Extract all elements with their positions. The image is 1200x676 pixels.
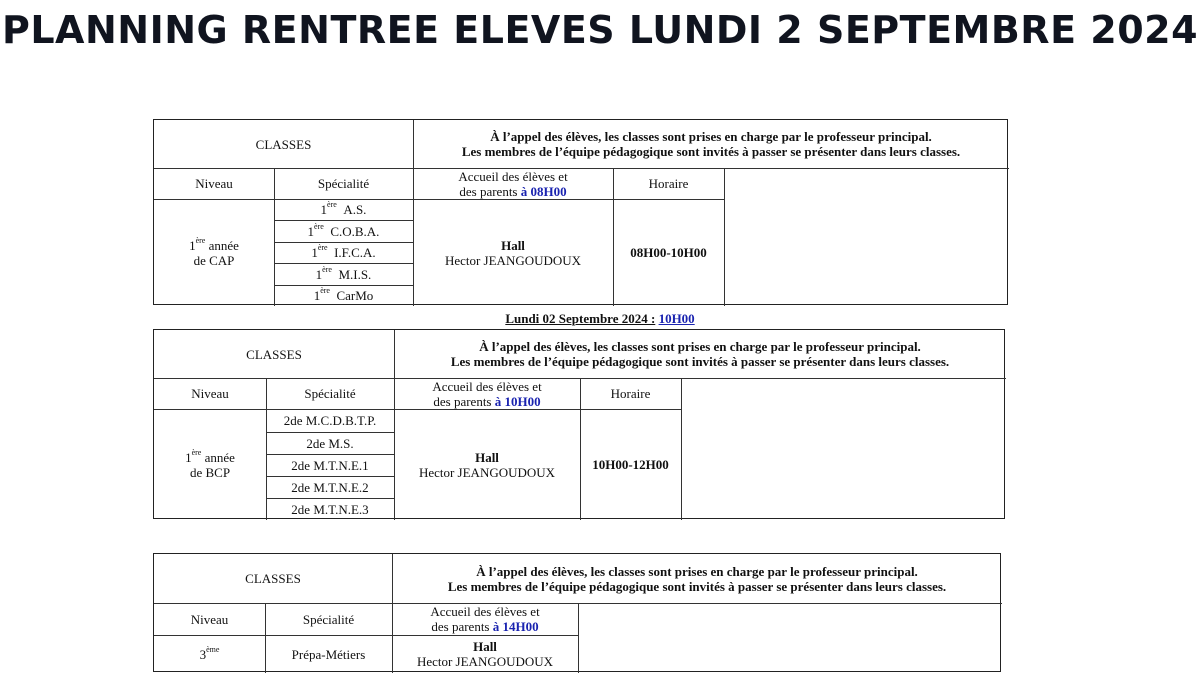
specialite-item: 2de M.C.D.B.T.P. xyxy=(283,413,377,428)
accueil-time: à 14H00 xyxy=(492,619,539,634)
classes-header: CLASSES xyxy=(246,346,302,362)
horaire-cell: 08H00-10H00 xyxy=(630,245,707,260)
page-title: PLANNING RENTREE ELEVES LUNDI 2 SEPTEMBRE 2024 xyxy=(1,8,1199,52)
niveau-cell: 1ère année de BCP xyxy=(185,447,235,480)
instructions-header: À l’appel des élèves, les classes sont prises en charge par le professeur principal. Les membres de l’équipe pédagogique sont invités à passer se présenter dans leurs classes. xyxy=(447,563,947,594)
instructions-line-2: Les membres de l’équipe pédagogique sont invités à passer se présenter dans leurs classes. xyxy=(461,144,961,159)
instructions-header: À l’appel des élèves, les classes sont prises en charge par le professeur principal. Les membres de l’équipe pédagogique sont invités à passer se présenter dans leurs classes. xyxy=(450,339,950,369)
niveau-header: Niveau xyxy=(195,176,233,191)
hall-cell: Hall Hector JEANGOUDOUX xyxy=(418,449,556,480)
specialite-item: 1ère M.I.S. xyxy=(315,264,372,282)
specialite-item: 2de M.T.N.E.1 xyxy=(291,457,369,473)
specialite-item: 1ère CarMo xyxy=(313,286,374,303)
niveau-cell: 3ème xyxy=(199,644,220,662)
schedule-table-prepa xyxy=(153,553,1001,672)
accueil-header: Accueil des élèves et des parents à 14H00 xyxy=(430,604,540,634)
niveau-header: Niveau xyxy=(191,386,229,401)
accueil-time: à 08H00 xyxy=(520,183,567,199)
specialite-item: 1ère I.F.C.A. xyxy=(311,243,376,260)
niveau-cell: 1ère année de CAP xyxy=(189,235,239,268)
accueil-header: Accueil des élèves et des parents à 08H00 xyxy=(458,168,568,199)
specialite-header: Spécialité xyxy=(304,386,356,401)
hall-cell: Hall Hector JEANGOUDOUX xyxy=(416,639,554,669)
classes-header: CLASSES xyxy=(245,571,301,586)
schedule-table-bcp xyxy=(153,329,1005,519)
specialite-item: 2de M.T.N.E.3 xyxy=(291,501,369,517)
specialite-item: 2de M.T.N.E.2 xyxy=(291,479,369,495)
classes-header: CLASSES xyxy=(255,136,312,152)
horaire-header: Horaire xyxy=(648,176,689,191)
specialite-header: Spécialité xyxy=(302,611,355,627)
specialite-item: 2de M.S. xyxy=(306,435,354,451)
accueil-header: Accueil des élèves et des parents à 10H00 xyxy=(432,378,542,409)
specialite-item: 1ère A.S. xyxy=(320,200,367,217)
specialite-item: Prépa-Métiers xyxy=(291,646,366,662)
horaire-cell: 10H00-12H00 xyxy=(592,457,669,472)
accueil-time: à 10H00 xyxy=(494,393,541,409)
schedule-table-cap xyxy=(153,119,1008,305)
hall-cell: Hall Hector JEANGOUDOUX xyxy=(444,237,582,268)
instructions-header xyxy=(413,120,1009,168)
instructions-line-1: À l’appel des élèves, les classes sont prises en charge par le professeur principal. xyxy=(490,129,932,144)
specialite-header: Spécialité xyxy=(317,176,370,191)
niveau-header: Niveau xyxy=(190,611,229,627)
session-separator: Lundi 02 Septembre 2024 : 10H00 xyxy=(505,311,695,326)
horaire-header: Horaire xyxy=(610,386,651,401)
specialite-item: 1ère C.O.B.A. xyxy=(307,221,380,239)
